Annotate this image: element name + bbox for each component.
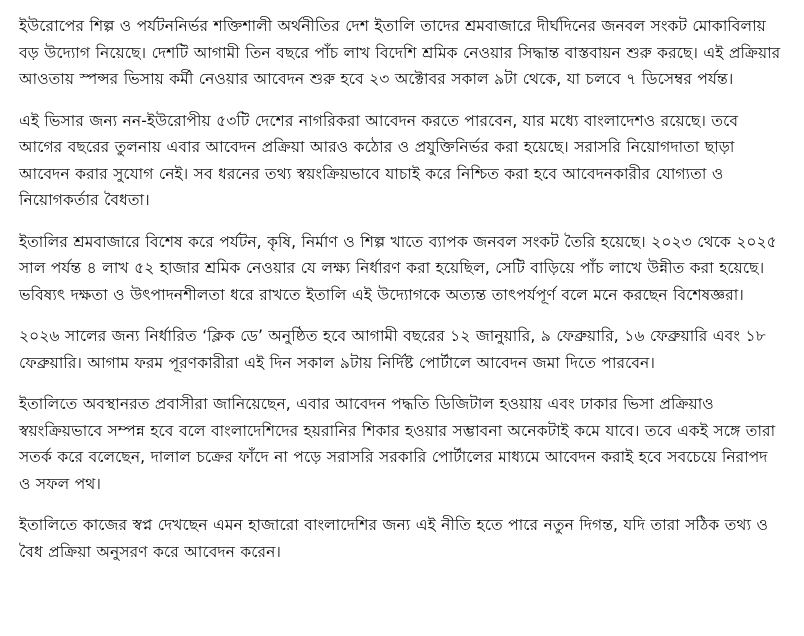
paragraph-eligibility: এই ভিসার জন্য নন-ইউরোপীয় ৫৩টি দেশের নাগরিকরা আবেদন করতে পারবেন, যার মধ্যে বাংলাদেশও রয়েছে। তবে আগের বছরের তুলনায় এবার আবেদন প্রক্রিয়া আরও কঠোর ও প্রযুক্তিনির্ভর করা হয়েছে। সরাসরি নিয়োগদাতা ছাড়া আবেদন করার সুযোগ নেই। সব ধরনের তথ্য স্বয়ংক্রিয়ভাবে যাচাই করে নিশ্চিত করা হবে আবেদনকারীর যোগ্যতা ও নিয়োগকর্তার বৈধতা। — [19, 111, 739, 209]
paragraph-conclusion: ইতালিতে কাজের স্বপ্ন দেখছেন এমন হাজারো বাংলাদেশির জন্য এই নীতি হতে পারে নতুন দিগন্ত, যদি তারা সঠিক তথ্য ও বৈধ প্রক্রিয়া অনুসরণ করে আবেদন করেন। — [19, 516, 768, 561]
paragraph-intro: ইউরোপের শিল্প ও পর্যটননির্ভর শক্তিশালী অর্থনীতির দেশ ইতালি তাদের শ্রমবাজারে দীর্ঘদিনের জনবল সংকট মোকাবিলায় বড় উদ্যোগ নিয়েছে। দেশটি আগামী তিন বছরে পাঁচ লাখ বিদেশি শ্রমিক নেওয়ার সিদ্ধান্ত বাস্তবায়ন শুরু করছে। এই প্রক্রিয়ার আওতায় স্পন্সর ভিসায় কর্মী নেওয়ার আবেদন শুরু হবে ২৩ অক্টোবর সকাল ৯টা থেকে, যা চলবে ৭ ডিসেম্বর পর্যন্ত। — [19, 17, 781, 88]
paragraph-labor-shortage: ইতালির শ্রমবাজারে বিশেষ করে পর্যটন, কৃষি, নির্মাণ ও শিল্প খাতে ব্যাপক জনবল সংকট তৈরি হয়েছে। ২০২৩ থেকে ২০২৫ সাল পর্যন্ত ৪ লাখ ৫২ হাজার শ্রমিক নেওয়ার যে লক্ষ্য নির্ধারণ করা হয়েছিল, সেটি বাড়িয়ে পাঁচ লাখে উন্নীত করা হয়েছে। ভবিষ্যৎ দক্ষতা ও উৎপাদনশীলতা ধরে রাখতে ইতালি এই উদ্যোগকে অত্যন্ত তাৎপর্যপূর্ণ বলে মনে করছেন বিশেষজ্ঞরা। — [19, 232, 777, 304]
paragraph-expatriate-advice: ইতালিতে অবস্থানরত প্রবাসীরা জানিয়েছেন, এবার আবেদন পদ্ধতি ডিজিটাল হওয়ায় এবং ঢাকার ভিসা প্রক্রিয়াও স্বয়ংক্রিয়ভাবে সম্পন্ন হবে বলে বাংলাদেশিদের হয়রানির শিকার হওয়ার সম্ভাবনা অনেকটাই কমে যাবে। তবে একই সঙ্গে তারা সতর্ক করে বলেছেন, দালাল চক্রের ফাঁদে না পড়ে সরাসরি সরকারি পোর্টালের মাধ্যমে আবেদন করাই হবে সবচেয়ে নিরাপদ ও সফল পথ। — [19, 395, 776, 493]
paragraph-click-day: ২০২৬ সালের জন্য নির্ধারিত ‘ক্লিক ডে’ অনুষ্ঠিত হবে আগামী বছরের ১২ জানুয়ারি, ৯ ফেব্রুয়ারি, ১৬ ফেব্রুয়ারি এবং ১৮ ফেব্রুয়ারি। আগাম ফরম পূরণকারীরা এই দিন সকাল ৯টায় নির্দিষ্ট পোর্টালে আবেদন জমা দিতে পারবেন। — [19, 327, 766, 372]
